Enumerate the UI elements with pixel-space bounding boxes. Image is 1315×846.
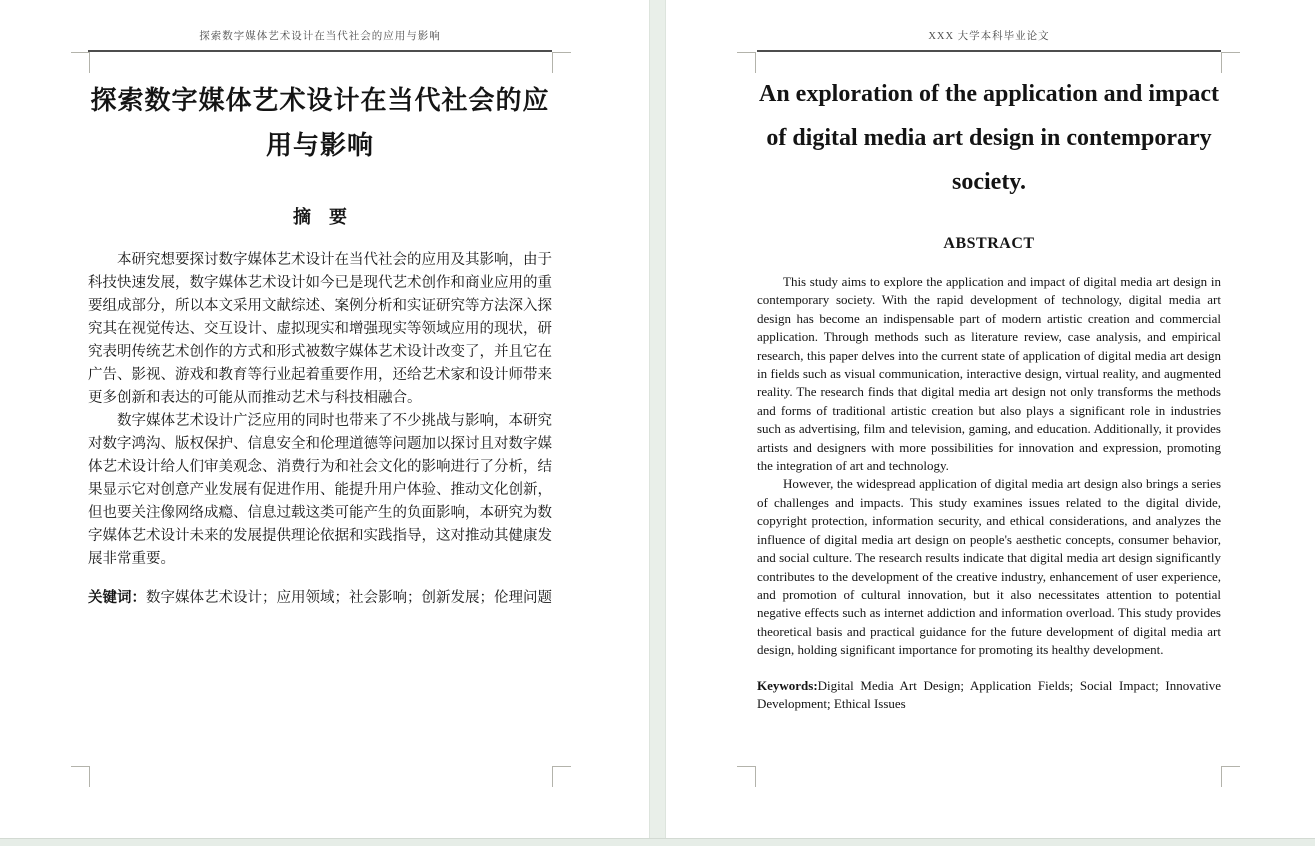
thesis-title-en[interactable]: An exploration of the application and impact of digital media art design in contemporary society.: [758, 81, 1220, 195]
abstract-paragraph-zh[interactable]: 本研究想要探讨数字媒体艺术设计在当代社会的应用及其影响，由于科技快速发展，数字媒体艺术设计如今已是现代艺术创作和商业应用的重要组成部分，所以本文采用文献综述、案例分析和实证研究等方法深入探究其在视觉传达、交互设计、虚拟现实和增强现实等领域应用的现状，研究表明传统艺术创作的方式和形式被数字媒体艺术设计改变了，并且它在广告、影视、游戏和教育等行业起着重要作用，还给艺术家和设计师带来更多创新和表达的可能从而推动艺术与科技相融合。: [88, 252, 552, 406]
abstract-paragraph-zh[interactable]: 数字媒体艺术设计广泛应用的同时也带来了不少挑战与影响，本研究对数字鸿沟、版权保护、信息安全和伦理道德等问题加以探讨且对数字媒体艺术设计给人们审美观念、消费行为和社会文化的影响进行了分析，结果显示它对创意产业发展有促进作用、能提升用户体验、推动文化创新，但也要关注像网络成瘾、信息过载这类可能产生的负面影响，本研究为数字媒体艺术设计未来的发展提供理论依据和实践指导，这对推动其健康发展非常重要。: [88, 413, 552, 567]
margin-corner-mark: [552, 766, 571, 787]
keywords-line-en[interactable]: [757, 677, 1221, 714]
keywords-label-zh: 关键词：: [88, 590, 146, 606]
keywords-text-zh: 数字媒体艺术设计；应用领域；社会影响；创新发展；伦理问题: [146, 590, 552, 606]
margin-corner-mark: [552, 52, 571, 73]
right-page-text-area: [757, 52, 1221, 713]
abstract-heading-zh[interactable]: 摘 要: [293, 207, 347, 227]
keywords-line-zh[interactable]: [88, 587, 552, 610]
margin-corner-mark: [737, 52, 756, 73]
abstract-paragraph-en[interactable]: However, the widespread application of digital media art design also brings a series of challenges and impacts. This study examines issues related to the digital divide, copyright protection, information security, and ethical considerations, and analyzes the influence of digital media art design on people's aesthetic concepts, consumer behavior, and social culture. The research results indicate that digital media art design significantly contributes to the development of the creative industry, enhancement of user experience, and promotion of cultural innovation, but it also necessitates attention to potential negative effects such as internet addiction and information overload. This study provides theoretical basis and practical guidance for the future development of digital media art design, holding significant importance for promoting its healthy development.: [757, 476, 1221, 658]
left-page-text-area: [88, 52, 552, 610]
left-page-running-header: 探索数字媒体艺术设计在当代社会的应用与影响: [199, 31, 441, 42]
margin-corner-mark: [71, 766, 90, 787]
margin-corner-mark: [1221, 52, 1240, 73]
margin-corner-mark: [1221, 766, 1240, 787]
keywords-text-en: Digital Media Art Design; Application Fields; Social Impact; Innovative Development; Ethical Issues: [757, 677, 1221, 711]
abstract-paragraph-en[interactable]: This study aims to explore the application and impact of digital media art design in contemporary society. With the rapid development of technology, digital media art design has become an indispensable part of modern artistic creation and commercial application. Through methods such as literature review, case analysis, and empirical research, this paper delves into the current state of application of digital media art design in fields such as visual communication, interactive design, virtual reality, and augmented reality. The research finds that digital media art design not only transforms the methods and forms of traditional artistic creation but also plays a significant role in industries such as advertising, film and television, gaming, and education. Additionally, it provides artists and designers with more possibilities for innovation and expression, promoting the integration of art and technology.: [757, 274, 1221, 474]
margin-corner-mark: [737, 766, 756, 787]
right-page-running-header: XXX 大学本科毕业论文: [928, 31, 1050, 42]
keywords-label-en: Keywords:: [757, 677, 818, 693]
thesis-title-zh[interactable]: 探索数字媒体艺术设计在当代社会的应用与影响: [90, 86, 550, 160]
abstract-heading-en[interactable]: ABSTRACT: [943, 235, 1035, 252]
